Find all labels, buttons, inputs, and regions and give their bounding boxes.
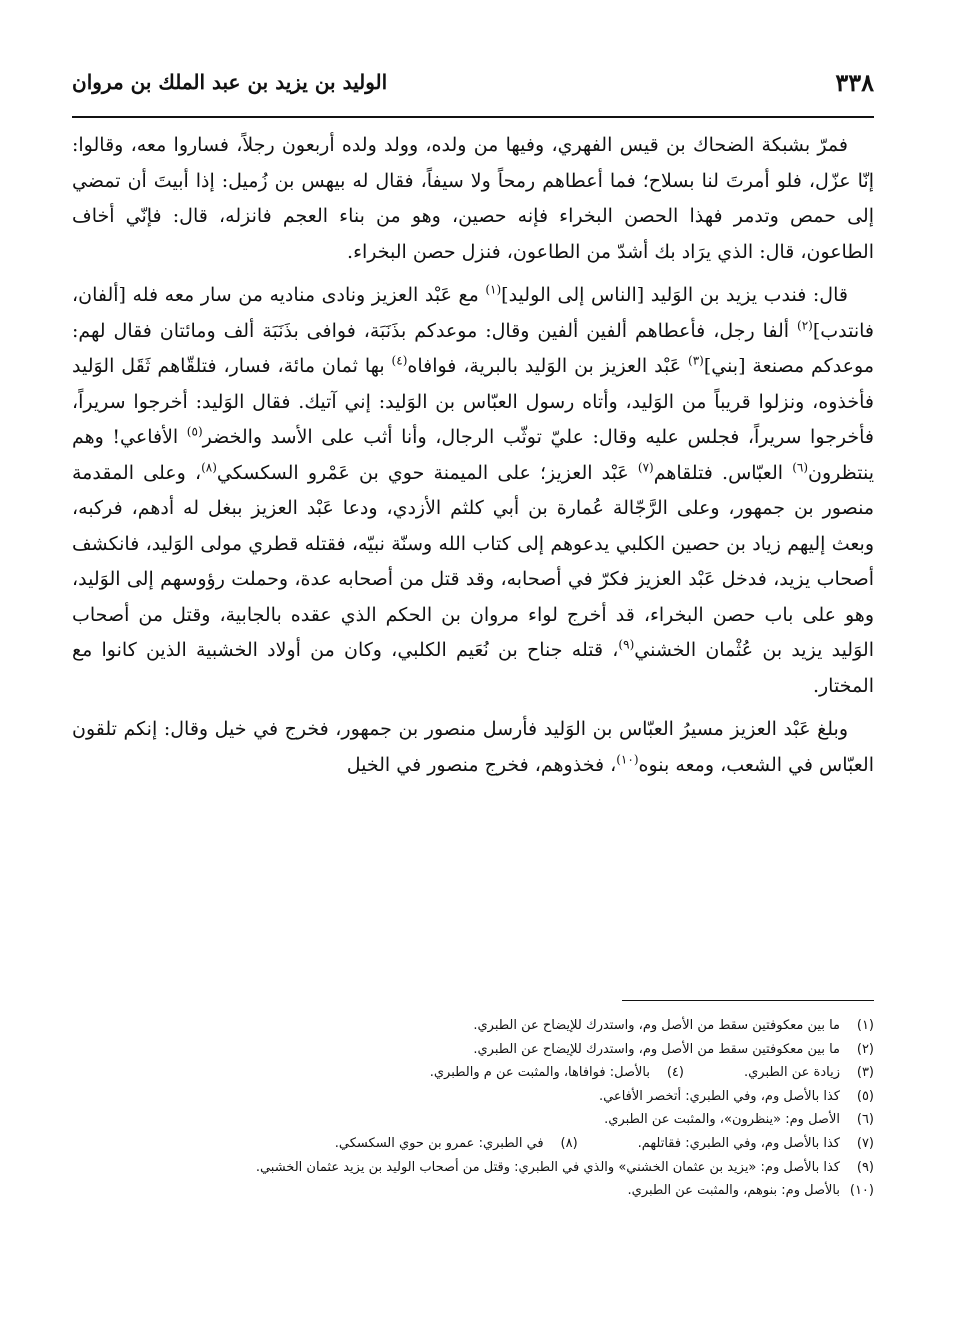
footnote-text: ما بين معكوفتين سقط من الأصل وم، واستدرك للإيضاح عن الطبري. (473, 1018, 840, 1033)
footnote-row (72, 1014, 874, 1038)
footnote-text: بالأصل: فوافاها، والمثبت عن م والطبري. (429, 1065, 650, 1081)
footnote-number: (٣) (856, 1065, 874, 1081)
footnote-text: كذا بالأصل وم: «يزيد بن عثمان الخشني» والذي في الطبري: وقتل من أصحاب الوليد بن يزيد عثمان الخشبي. (255, 1159, 840, 1175)
footnote-marker: (٥) (186, 424, 203, 439)
footnote-number: (٧) (856, 1135, 874, 1151)
text-run: قال: فندب يزيد بن الوَليد [الناس إلى الوليد] (501, 284, 848, 306)
footnote-row (72, 1108, 874, 1132)
footnote-text: ما بين معكوفتين سقط من الأصل وم، واستدرك للإيضاح عن الطبري. (473, 1041, 840, 1057)
footnote (628, 1179, 874, 1203)
footnote-marker: (٤) (391, 353, 408, 368)
text-run: عَبْد العزيز؛ على الميمنة حوي بن عَمْرو السكسكي (216, 461, 638, 484)
footnote-rule (622, 1000, 874, 1001)
footnote-number: (٤) (666, 1065, 684, 1081)
footnote (638, 1132, 874, 1156)
footnote-marker: (٣) (688, 353, 704, 368)
text-run: ، قتله جناح بن نُعَيم الكلبي، وكان من أولاد الخشبية الذين كانوا مع المختار. (72, 639, 874, 697)
text-run: ، وعلى المقدمة منصور بن جمهور، وعلى الرَّجّالة عُمارة بن أبي كلثم الأزدي، ودعا عَبْد العزيز ببغل له أدهم، فركبه، وبعث إليهم زياد بن حصين الكلبي يدعوهم إلى كتاب الله وسنّة نبيّه، فقتله قطري مولى الوَليد، فانكشف أصحاب يزيد، فدخل عَبْد العزيز فكرّ في أصحابه، وقد قتل من أصحابه عدة، وحملت رؤوسهم إلى الوَليد، وهو على باب حصن البخراء، قد أخرج لواء مروان بن الحكم الذي عقده بالجابية، وقتل من أصحاب الوَليد يزيد بن عُثْمان الخشني (72, 461, 874, 661)
footnote-number: (٦) (856, 1112, 874, 1128)
text-run: الأفاعي! وهم ينتظرون (72, 426, 874, 484)
footnote-text: بالأصل وم: بنوهم، والمثبت عن الطبري. (627, 1183, 840, 1199)
footnote (604, 1108, 874, 1132)
text-run: بها ثمان مائة، فسار، فتلقّاهم ثَقَل الوَليد فأخذوه، ونزلوا قريباً من الوَليد، وأتاه رسول العبّاس بن الوَليد: إني آتيك. فقال الوَليد: أخرجوا سريراً، فأخرجوا سريراً، فجلس عليه وقال: عليّ توثّب الرجال، وأنا أثب على الأسد والخضر (72, 355, 874, 448)
footnote-row (72, 1038, 874, 1062)
running-title: الوليد بن يزيد بن عبد الملك بن مروان (72, 70, 388, 94)
footnote-row (72, 1061, 874, 1085)
footnotes (72, 1014, 874, 1203)
footnote-number: (١٠) (849, 1183, 874, 1199)
footnote-text: زيادة عن الطبري. (743, 1065, 840, 1081)
paragraph-2 (72, 278, 874, 704)
text-run: العبّاس. فتلقاهم (653, 461, 793, 484)
footnote-text: كذا بالأصل وم، وفي الطبري: أتخصر الأفاعي. (598, 1088, 840, 1104)
footnote-marker: (١٠) (616, 752, 639, 767)
text-run: عَبْد العزيز بن الوَليد بالبرية، فوافاه (407, 355, 688, 377)
page-number: ٣٣٨ (835, 67, 874, 97)
footnote-text: الأصل وم: «ينظرون»، والمثبت عن الطبري. (604, 1112, 840, 1128)
text-run: ، فخذوهم، فخرج منصور في الخيل (346, 753, 617, 776)
paragraph-3 (72, 712, 874, 783)
footnote-number: (١) (856, 1018, 874, 1033)
header-rule (72, 116, 874, 118)
footnote-number: (٢) (856, 1041, 874, 1057)
footnote (430, 1061, 684, 1085)
text-run: ألفا رجل، فأعطاهم ألفين ألفين وقال: موعدكم بذَنَبَة، فوافى بذَنَبَة ألف ومائتان فقال لهم: موعدكم مصنعة [بني] (72, 319, 875, 377)
footnote-marker: (٦) (792, 460, 809, 475)
footnote-row (72, 1085, 874, 1109)
footnote (599, 1085, 874, 1109)
footnote-number: (٩) (856, 1159, 874, 1175)
footnote-row (72, 1132, 874, 1156)
text-run: مع عَبْد العزيز ونادى مناديه من سار معه فله [ألفان، فانتدب] (72, 284, 874, 342)
footnote-row (72, 1179, 874, 1203)
footnote-marker: (٢) (797, 318, 813, 333)
text-run: وبلغ عَبْد العزيز مسيرُ العبّاس بن الوَليد فأرسل منصور بن جمهور، فخرج في خيل وقال: إنكم تلقون العبّاس في الشعب، ومعه بنوه (72, 718, 874, 776)
page-header (72, 62, 874, 102)
footnote-marker: (٩) (618, 637, 635, 652)
footnote-text: في الطبري: عمرو بن حوي السكسكي. (334, 1135, 544, 1151)
main-text (72, 128, 874, 990)
footnote (473, 1014, 874, 1038)
footnote-number: (٥) (856, 1088, 874, 1104)
footnote-marker: (٨) (201, 460, 217, 475)
footnote-marker: (٧) (637, 460, 654, 475)
footnote (335, 1132, 578, 1156)
footnote (256, 1156, 874, 1180)
paragraph-1: فمرّ بشبكة الضحاك بن قيس الفهري، وفيها من ولده، وولد ولده أربعون رجلاً، فساروا معه، وقالوا: إنّا عزّل، فلو أمرتَ لنا بسلاح؛ فما أعطاهم رمحاً ولا سيفاً، فقال له بيهس بن زُميل: إذا أبيتَ أن تمضي إلى حمص وتدمر فهذا الحصن البخراء فإنه حصين، وهو من بناء العجم فانزله، قال: فإنّي أخاف الطاعون، قال: الذي يرَاد بك أشدّ من الطاعون، فنزل حصن البخراء. (72, 134, 874, 263)
footnote-row (72, 1156, 874, 1180)
footnote-text: كذا بالأصل وم، وفي الطبري: فقاتلهم. (637, 1135, 840, 1151)
footnote-number: (٨) (560, 1135, 578, 1151)
footnote-marker: (١) (485, 282, 502, 297)
footnote (473, 1038, 874, 1062)
footnote (744, 1061, 874, 1085)
